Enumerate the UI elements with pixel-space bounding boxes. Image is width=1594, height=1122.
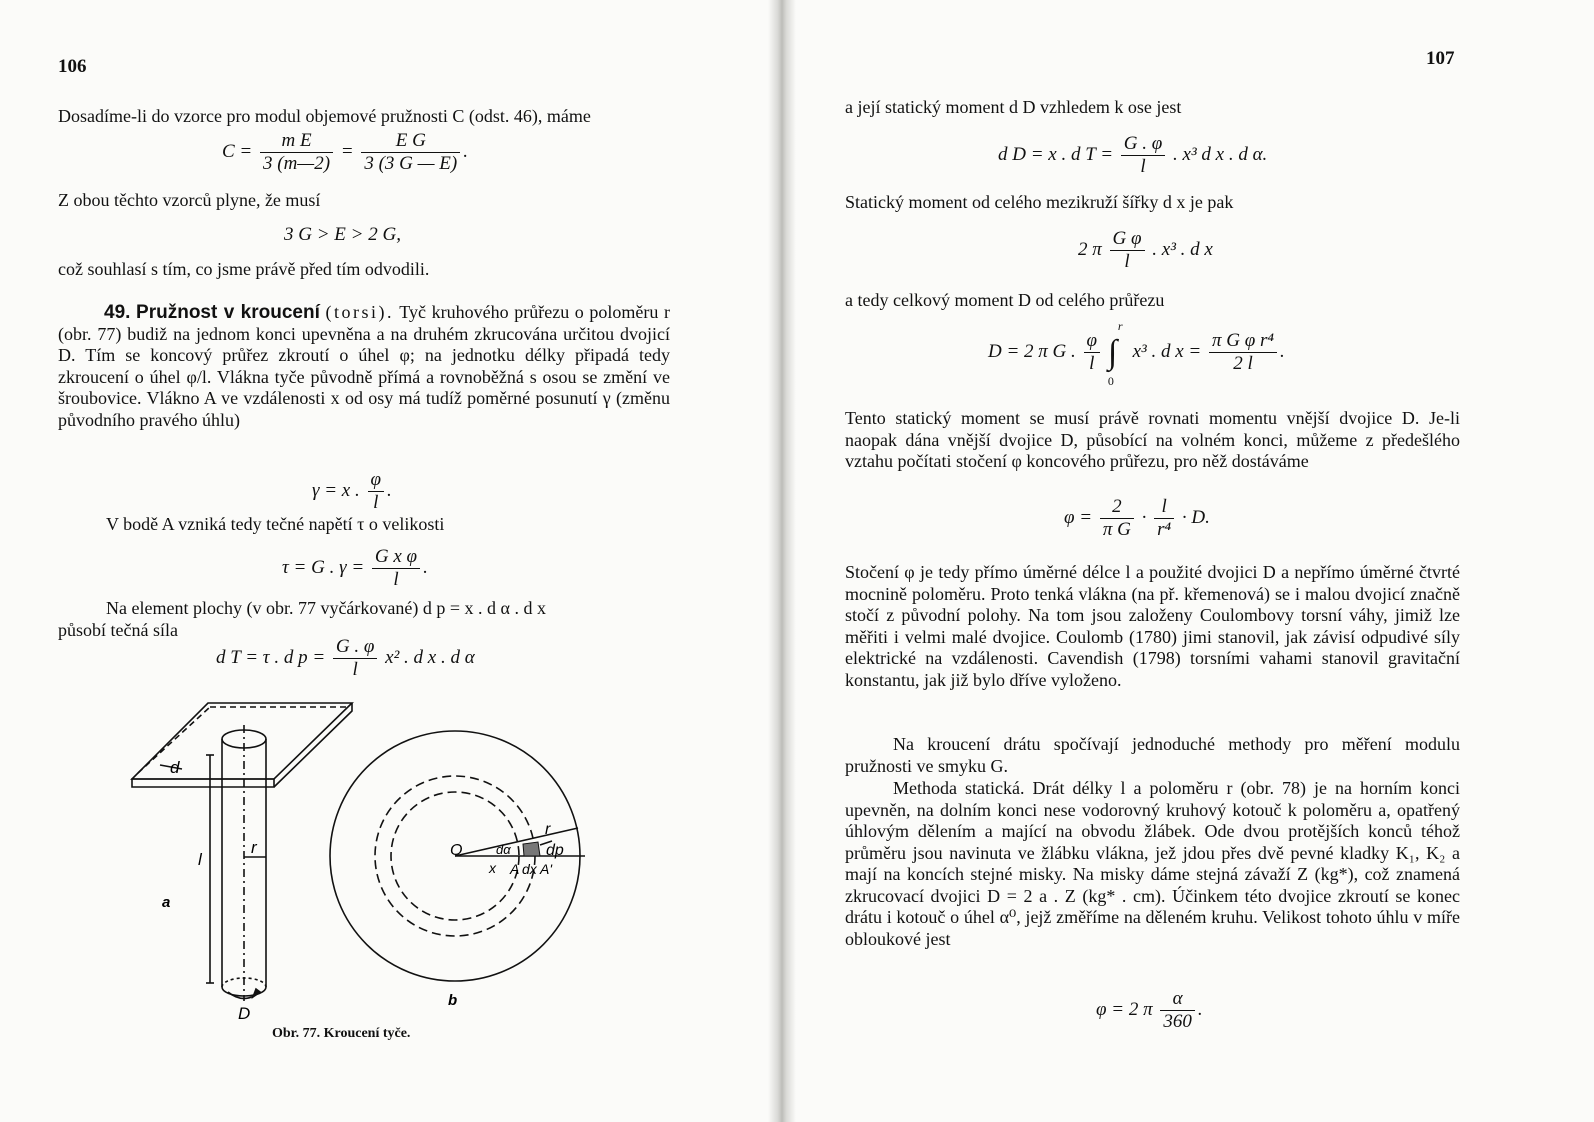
- plate-front: [132, 779, 274, 787]
- point-A-text: V bodě A vzniká tedy tečné napětí τ o velikosti: [106, 514, 445, 534]
- plate-top: [132, 703, 352, 779]
- label-r-b: r: [545, 821, 551, 838]
- left-page: [0, 0, 778, 1122]
- label-D: D: [238, 1004, 251, 1023]
- section-number: 49.: [104, 302, 131, 323]
- figure-77: [120, 695, 620, 1025]
- static-moment-intro: a její statický moment d D vzhledem k ose jest: [845, 97, 1182, 117]
- label-dp: dp: [546, 842, 564, 859]
- equation-2pi: 2 π $\frac{\text{G φ}}{l}$ . x³ . d x: [1078, 228, 1213, 272]
- label-d: d: [170, 758, 180, 777]
- equation-dT: d T = τ . d p = $\frac{G . \varphi}{l}$ x² . d x . d α: [216, 636, 475, 680]
- equation-final: φ = 2 π $\frac{\alpha}{360}$ .: [1096, 988, 1203, 1032]
- paragraph-methods: Na kroucení drátu spočívají jednoduché methody pro měření modulu pružnosti ve smyku G.: [845, 734, 1460, 776]
- section-torsi: (torsi).: [325, 302, 394, 322]
- annulus-moment-text: Statický moment od celého mezikruží šířky d x je pak: [845, 192, 1234, 212]
- paragraph-static-method: Methoda statická. Drát délky l a poloměru r (obr. 78) je na horním konci upevněn, na dolním konci nese vodorovný kruhový kotouč k poloměru a, opatřený úhlovým dělením a mající na obvodu žlábek. Ode dvou protějších konců téhož průměru jsou navinuta ve žlábku vlákna, jež jdou přes dvě pevné kladky K₁, K₂ a mají na koncích stejné misky. Na misky dáme stejná závaží Z (kg*), což znamená zkrucovací dvojici D = 2 a . Z (kg* . cm). Účinkem této dvojice zkroutí se konec drátu i kotouč o úhel α⁰, jejž změříme na děleném kruhu. Velikost tohoto úhlu v míře obloukové jest: [845, 778, 1460, 949]
- intro-text: Dosadíme-li do vzorce pro modul objemové pružnosti C (odst. 46), máme: [58, 106, 591, 126]
- element-text-1: Na element plochy (v obr. 77 vyčárkované) d p = x . d α . d x: [106, 598, 546, 618]
- integral-sign: ∫ r 0: [1107, 318, 1123, 388]
- page-number-left: 106: [58, 56, 87, 77]
- section-49-paragraph: [58, 302, 670, 431]
- right-page: [786, 0, 1594, 1122]
- label-dalpha: dα: [496, 842, 511, 857]
- both-formulas-text: Z obou těchto vzorců plyne, že musí: [58, 190, 321, 210]
- equation-dD: d D = x . d T = $\frac{G . \varphi}{l}$ . x³ d x . d α.: [998, 133, 1268, 177]
- label-r: r: [251, 838, 257, 857]
- inequality: 3 G > E > 2 G,: [284, 224, 401, 245]
- total-moment-text: a tedy celkový moment D od celého průřezu: [845, 290, 1165, 310]
- label-l: l: [198, 850, 202, 869]
- label-b: b: [448, 992, 458, 1009]
- paragraph-stoceni: Stočení φ je tedy přímo úměrné délce l a použité dvojici D a nepřímo úměrné čtvrté mocnině poloměru. Proto tenká vlákna (na př. křemenová) se i malou dvojicí značně stočí z původní polohy. Na tom jsou založeny Coulombovy torsní váhy, jimiž lze měřiti i velmi malé dvojice. Coulomb (1780) jimi stanovil, jak závisí odpudivé síly elektrické na vzdálenosti. Cavendish (1798) torsními vahami stanovil gravitační konstantu, jak již bylo dříve vyloženo.: [845, 562, 1460, 690]
- equation-phi: φ = $\frac{2}{\text{π G}}$ · $\frac{l}{\text{r⁴}}$ · D.: [1064, 496, 1210, 540]
- section-body: Tyč kruhového průřezu o poloměru r (obr. 77) budiž na jednom konci upevněna a na druhém zkrucována určitou dvojicí D. Tím se koncový průřez zkroutí o úhel φ; na jednotku délky připadá tedy zkroucení o úhel φ/l. Vlákna tyče původně přímá a rovnoběžná s osou se změní ve šroubovice. Vlákno A ve vzdálenosti x od osy má tudíž poměrné posunutí γ (změnu původního pravého úhlu): [58, 302, 671, 430]
- label-A: A: [510, 861, 520, 877]
- label-x: x: [489, 860, 496, 876]
- label-dx: dx: [522, 861, 537, 877]
- hatched-element: [523, 842, 540, 856]
- equation-C: C = $\frac{\text{m E}}{3 (m—2)}$ = $\frac{\text{E G}}{3 (3 G — E)}$ .: [222, 130, 468, 174]
- equation-D: D = 2 π G . $\frac{\varphi}{l}$ ∫ r 0 x³ . d x = $\frac{\text{π G φ r⁴}}{2 l}$ .: [988, 318, 1285, 388]
- label-a: a: [162, 894, 171, 911]
- plate-side: [274, 703, 352, 787]
- paragraph-tento: Tento statický moment se musí právě rovnati momentu vnější dvojice D. Je-li naopak dána vnější dvojice D, působící na volném konci, můžeme z předešlého vztahu počítati stočení φ koncového průřezu, pro něž dostáváme: [845, 408, 1460, 471]
- label-A-prime: A': [540, 861, 553, 877]
- twist-arrowhead: [253, 989, 260, 997]
- figure-77a-rod: [132, 703, 352, 1001]
- label-O: O: [450, 842, 463, 859]
- element-text-2: působí tečná síla: [58, 620, 178, 640]
- page-number-right: 107: [1426, 48, 1455, 69]
- section-title: Pružnost v kroucení: [136, 302, 320, 323]
- equation-tau: τ = G . γ = $\frac{\text{G x φ}}{l}$ .: [282, 546, 428, 590]
- equation-gamma: γ = x . $\frac{\varphi}{l}$ .: [312, 469, 392, 513]
- agreement-text: což souhlasí s tím, co jsme právě před tím odvodili.: [58, 259, 430, 279]
- figure-77-caption: Obr. 77. Kroucení tyče.: [272, 1026, 411, 1041]
